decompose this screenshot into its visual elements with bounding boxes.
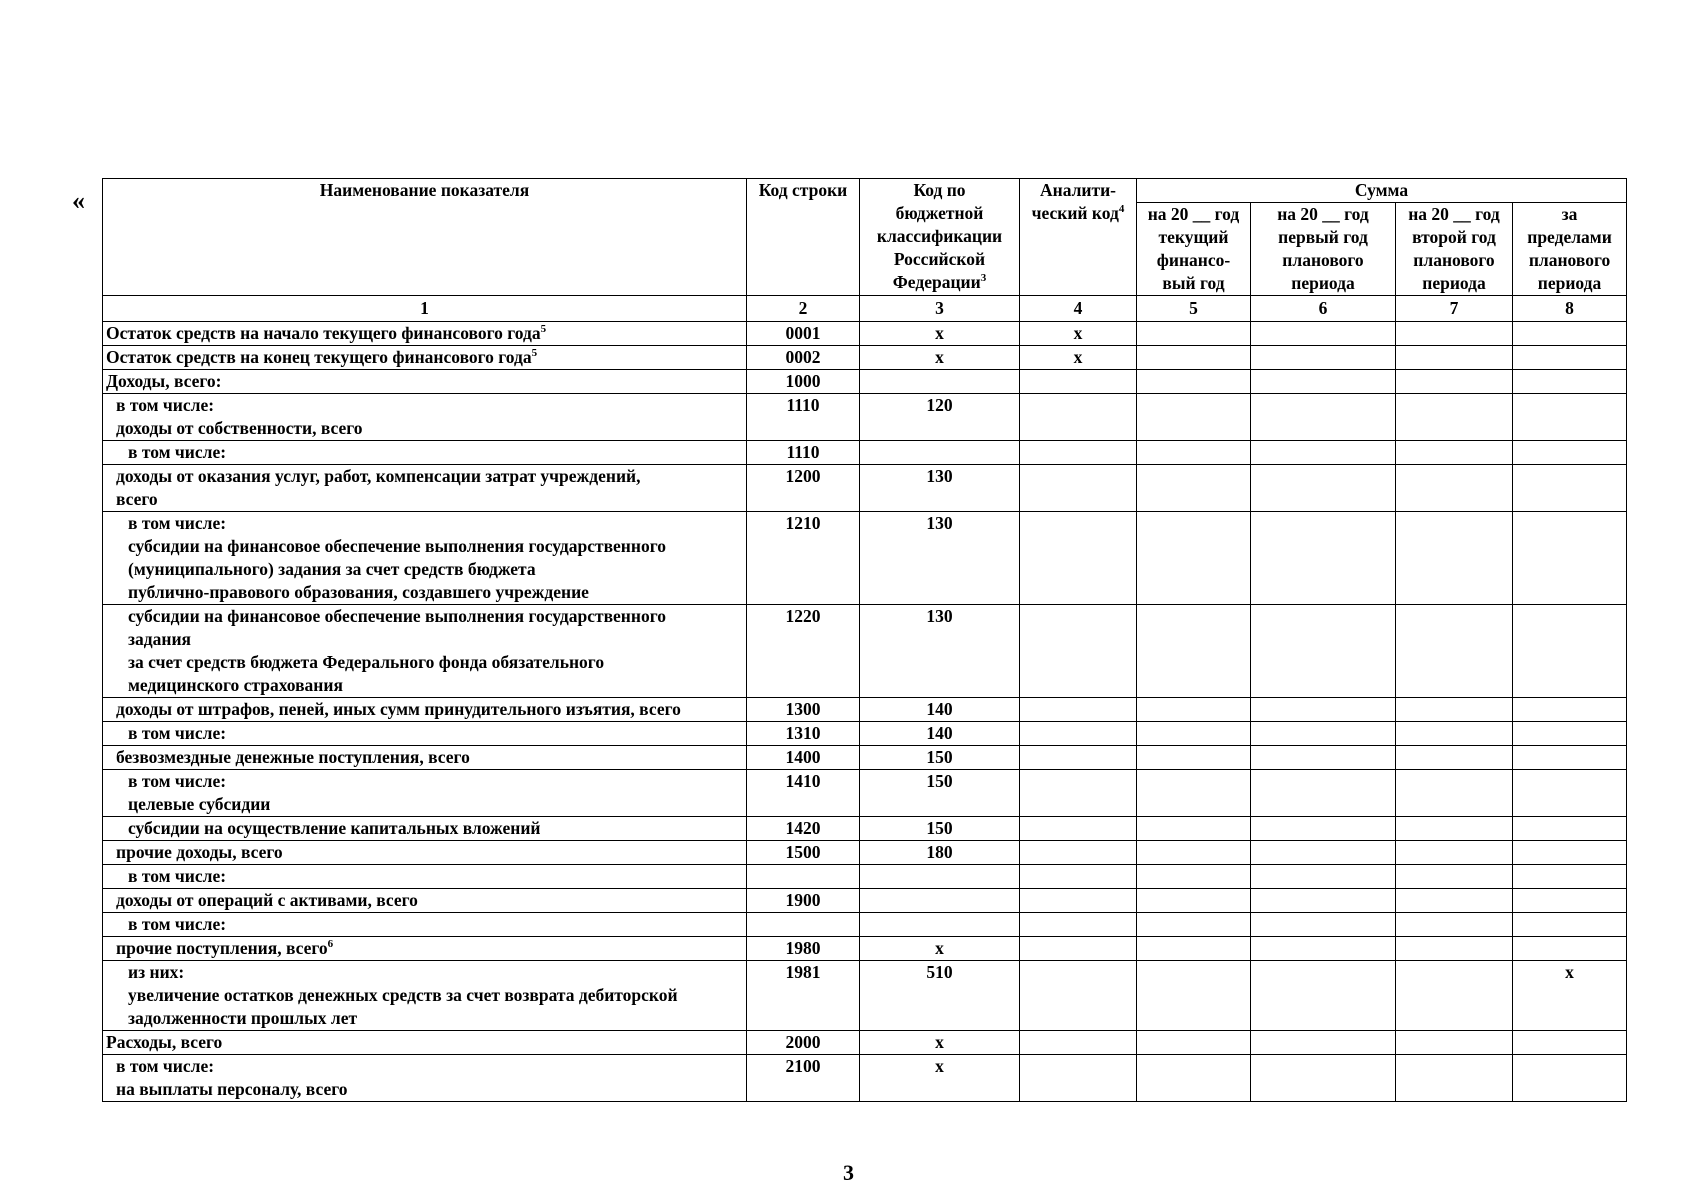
row-sum-first-plan-year [1251,961,1396,1031]
row-name-line: субсидии на финансовое обеспечение выполнения государственного [128,536,666,556]
table-row [103,817,1627,841]
row-name-line: увеличение остатков денежных средств за счет возврата дебиторской [128,985,678,1005]
row-sum-current-year [1137,370,1251,394]
row-sum-current-year [1137,1055,1251,1102]
table-row [103,961,1627,1031]
row-analytic-code [1020,698,1137,722]
row-budget-code [860,889,1020,913]
row-code: 1980 [747,937,860,961]
row-sum-beyond-plan [1513,394,1627,441]
row-sum-beyond-plan [1513,865,1627,889]
footnote-mark: 3 [980,272,987,285]
row-code: 2100 [747,1055,860,1102]
row-sum-second-plan-year [1396,961,1513,1031]
row-name [103,465,747,512]
row-sum-second-plan-year [1396,370,1513,394]
row-analytic-code [1020,370,1137,394]
row-name-line: субсидии на финансовое обеспечение выполнения государственного [128,606,666,626]
row-analytic-code [1020,1055,1137,1102]
row-name-line: субсидии на осуществление капитальных вложений [128,818,541,838]
row-code: 1400 [747,746,860,770]
row-sum-beyond-plan [1513,770,1627,817]
row-code: 1410 [747,770,860,817]
row-sum-second-plan-year [1396,770,1513,817]
row-name-line: безвозмездные денежные поступления, всего [116,747,470,767]
row-name-line: за счет средств бюджета Федерального фонда обязательного [128,652,605,672]
row-name-line: в том числе: [116,1056,215,1076]
row-name [103,865,747,889]
row-code: 1900 [747,889,860,913]
table-row [103,865,1627,889]
row-name [103,817,747,841]
row-sum-first-plan-year [1251,322,1396,346]
row-sum-first-plan-year [1251,605,1396,698]
header-row-code: Код строки [747,179,860,296]
column-number: 7 [1396,296,1513,322]
row-sum-current-year [1137,605,1251,698]
header-year-current: на 20 __ год текущий финансо- вый год [1137,203,1251,296]
row-analytic-code [1020,817,1137,841]
row-name-line: в том числе: [128,771,227,791]
row-sum-beyond-plan [1513,605,1627,698]
row-code: 1000 [747,370,860,394]
row-sum-beyond-plan [1513,346,1627,370]
row-sum-beyond-plan [1513,913,1627,937]
row-sum-second-plan-year [1396,441,1513,465]
table-row [103,746,1627,770]
row-sum-beyond-plan [1513,1031,1627,1055]
row-analytic-code [1020,937,1137,961]
row-sum-first-plan-year [1251,1055,1396,1102]
row-sum-beyond-plan [1513,512,1627,605]
row-budget-code: x [860,1031,1020,1055]
row-code: 1110 [747,441,860,465]
row-sum-beyond-plan [1513,465,1627,512]
row-budget-code: x [860,1055,1020,1102]
row-sum-second-plan-year [1396,841,1513,865]
row-sum-beyond-plan [1513,370,1627,394]
row-analytic-code: x [1020,322,1137,346]
row-code: 1210 [747,512,860,605]
row-sum-second-plan-year [1396,394,1513,441]
row-name-line: в том числе: [116,395,215,415]
row-analytic-code [1020,841,1137,865]
row-sum-current-year [1137,937,1251,961]
table-body [103,322,1627,1102]
row-sum-current-year [1137,465,1251,512]
row-code: 1300 [747,698,860,722]
row-sum-second-plan-year [1396,817,1513,841]
row-sum-first-plan-year [1251,346,1396,370]
row-sum-first-plan-year [1251,841,1396,865]
row-name [103,1055,747,1102]
column-number: 1 [103,296,747,322]
row-code: 0002 [747,346,860,370]
header-beyond-plan: за пределами планового периода [1513,203,1627,296]
row-name-line: в том числе: [128,513,227,533]
row-budget-code: 150 [860,746,1020,770]
row-code: 1420 [747,817,860,841]
row-name [103,889,747,913]
column-number: 4 [1020,296,1137,322]
row-sum-current-year [1137,961,1251,1031]
column-number: 2 [747,296,860,322]
row-name-line: Остаток средств на конец текущего финансового года$^5$ [106,347,538,367]
row-code [747,865,860,889]
row-name-line: (муниципального) задания за счет средств бюджета [128,559,536,579]
row-sum-current-year [1137,722,1251,746]
row-budget-code: 130 [860,465,1020,512]
table-row [103,913,1627,937]
column-number: 8 [1513,296,1627,322]
row-sum-first-plan-year [1251,746,1396,770]
row-sum-current-year [1137,889,1251,913]
table-row [103,465,1627,512]
row-sum-first-plan-year [1251,370,1396,394]
row-name-line: публично-правового образования, создавшего учреждение [128,582,589,602]
row-sum-first-plan-year [1251,441,1396,465]
table-row [103,370,1627,394]
row-name-line: медицинского страхования [128,675,343,695]
row-sum-beyond-plan [1513,746,1627,770]
header-year-second-plan: на 20 __ год второй год планового периода [1396,203,1513,296]
row-sum-second-plan-year [1396,512,1513,605]
row-sum-current-year [1137,394,1251,441]
row-name [103,961,747,1031]
row-sum-first-plan-year [1251,937,1396,961]
row-sum-current-year [1137,865,1251,889]
row-sum-first-plan-year [1251,698,1396,722]
row-sum-first-plan-year [1251,913,1396,937]
table-row [103,937,1627,961]
footnote-mark: 5 [531,347,538,360]
row-analytic-code [1020,913,1137,937]
row-sum-second-plan-year [1396,605,1513,698]
row-analytic-code [1020,512,1137,605]
row-sum-first-plan-year [1251,865,1396,889]
row-sum-beyond-plan: x [1513,961,1627,1031]
row-name [103,722,747,746]
row-sum-beyond-plan [1513,698,1627,722]
column-number: 3 [860,296,1020,322]
row-sum-beyond-plan [1513,1055,1627,1102]
row-name [103,322,747,346]
row-sum-second-plan-year [1396,937,1513,961]
row-name-line: в том числе: [128,866,227,886]
row-name [103,937,747,961]
row-sum-first-plan-year [1251,889,1396,913]
row-sum-current-year [1137,512,1251,605]
row-budget-code: x [860,937,1020,961]
row-sum-second-plan-year [1396,698,1513,722]
table-row [103,322,1627,346]
table-row [103,512,1627,605]
row-analytic-code [1020,961,1137,1031]
row-budget-code: 150 [860,770,1020,817]
row-name [103,770,747,817]
row-name-line: целевые субсидии [128,794,271,814]
row-sum-first-plan-year [1251,722,1396,746]
row-analytic-code [1020,1031,1137,1055]
row-sum-current-year [1137,441,1251,465]
table-row [103,841,1627,865]
column-number-row [103,296,1627,322]
header-analytic-code: Аналити- ческий код$^4$ [1020,179,1137,296]
row-name-line: на выплаты персоналу, всего [116,1079,348,1099]
row-budget-code: 120 [860,394,1020,441]
footnote-mark: 6 [327,938,334,951]
row-name [103,605,747,698]
row-name [103,394,747,441]
row-sum-first-plan-year [1251,465,1396,512]
row-analytic-code [1020,722,1137,746]
row-sum-current-year [1137,322,1251,346]
row-name [103,913,747,937]
table-row [103,346,1627,370]
footnote-mark: 4 [1118,203,1125,216]
financial-plan-table [102,178,1627,1102]
row-analytic-code: x [1020,346,1137,370]
row-analytic-code [1020,605,1137,698]
row-sum-second-plan-year [1396,722,1513,746]
row-sum-beyond-plan [1513,722,1627,746]
opening-quote-mark: « [72,186,85,215]
row-name-line: из них: [128,962,185,982]
row-sum-first-plan-year [1251,512,1396,605]
row-sum-first-plan-year [1251,394,1396,441]
row-sum-second-plan-year [1396,865,1513,889]
row-sum-beyond-plan [1513,889,1627,913]
row-budget-code: 140 [860,698,1020,722]
row-name-line: Остаток средств на начало текущего финансового года$^5$ [106,323,547,343]
row-name-line: в том числе: [128,914,227,934]
header-year-first-plan: на 20 __ год первый год планового периода [1251,203,1396,296]
row-name [103,1031,747,1055]
row-name-line: доходы от собственности, всего [116,418,363,438]
row-code: 1220 [747,605,860,698]
row-budget-code: x [860,346,1020,370]
row-code: 1310 [747,722,860,746]
row-budget-code [860,913,1020,937]
row-name-line: Расходы, всего [106,1032,223,1052]
row-name-line: прочие доходы, всего [116,842,283,862]
row-sum-second-plan-year [1396,1031,1513,1055]
footnote-mark: 5 [540,323,547,336]
row-sum-current-year [1137,913,1251,937]
row-sum-second-plan-year [1396,889,1513,913]
header-budget-code: Код по бюджетной классификации Российской Федерации$^3$ [860,179,1020,296]
row-analytic-code [1020,865,1137,889]
row-sum-beyond-plan [1513,817,1627,841]
row-name-line: прочие поступления, всего$^6$ [116,938,334,958]
table-row [103,441,1627,465]
row-budget-code: x [860,322,1020,346]
row-sum-first-plan-year [1251,817,1396,841]
row-name [103,841,747,865]
column-number: 5 [1137,296,1251,322]
row-analytic-code [1020,770,1137,817]
header-name: Наименование показателя [103,179,747,296]
row-name [103,698,747,722]
row-analytic-code [1020,394,1137,441]
row-sum-second-plan-year [1396,1055,1513,1102]
row-name [103,370,747,394]
row-sum-first-plan-year [1251,1031,1396,1055]
row-sum-current-year [1137,1031,1251,1055]
row-name-line: всего [116,489,158,509]
row-name-line: задолженности прошлых лет [128,1008,358,1028]
row-sum-beyond-plan [1513,841,1627,865]
row-sum-first-plan-year [1251,770,1396,817]
row-analytic-code [1020,746,1137,770]
table-row [103,1055,1627,1102]
row-sum-current-year [1137,841,1251,865]
row-name [103,441,747,465]
row-budget-code [860,441,1020,465]
row-code: 1981 [747,961,860,1031]
row-sum-current-year [1137,770,1251,817]
row-name-line: задания [128,629,192,649]
table-row [103,889,1627,913]
row-budget-code: 130 [860,605,1020,698]
row-sum-second-plan-year [1396,746,1513,770]
row-code: 0001 [747,322,860,346]
page-number: 3 [843,1160,854,1185]
row-sum-second-plan-year [1396,465,1513,512]
table-row [103,722,1627,746]
row-analytic-code [1020,889,1137,913]
row-analytic-code [1020,465,1137,512]
row-sum-beyond-plan [1513,441,1627,465]
table-row [103,1031,1627,1055]
table-row [103,698,1627,722]
row-name-line: доходы от операций с активами, всего [116,890,418,910]
table-header [103,179,1627,322]
row-name-line: в том числе: [128,442,227,462]
row-budget-code [860,370,1020,394]
row-budget-code [860,865,1020,889]
row-sum-second-plan-year [1396,346,1513,370]
row-code: 1110 [747,394,860,441]
row-budget-code: 180 [860,841,1020,865]
table-row [103,394,1627,441]
row-code: 1200 [747,465,860,512]
row-code: 1500 [747,841,860,865]
row-name [103,512,747,605]
row-analytic-code [1020,441,1137,465]
row-budget-code: 130 [860,512,1020,605]
row-name-line: в том числе: [128,723,227,743]
row-name [103,746,747,770]
table-row [103,770,1627,817]
row-budget-code: 140 [860,722,1020,746]
row-sum-beyond-plan [1513,322,1627,346]
row-name-line: доходы от штрафов, пеней, иных сумм принудительного изъятия, всего [116,699,681,719]
row-name [103,346,747,370]
row-budget-code: 150 [860,817,1020,841]
header-sum: Сумма [1137,179,1627,203]
row-budget-code: 510 [860,961,1020,1031]
row-sum-current-year [1137,346,1251,370]
row-sum-second-plan-year [1396,913,1513,937]
table-row [103,605,1627,698]
row-name-line: доходы от оказания услуг, работ, компенсации затрат учреждений, [116,466,641,486]
row-sum-current-year [1137,817,1251,841]
row-sum-beyond-plan [1513,937,1627,961]
column-number: 6 [1251,296,1396,322]
row-sum-current-year [1137,746,1251,770]
row-sum-current-year [1137,698,1251,722]
row-name-line: Доходы, всего: [106,371,222,391]
row-code: 2000 [747,1031,860,1055]
row-code [747,913,860,937]
row-sum-second-plan-year [1396,322,1513,346]
